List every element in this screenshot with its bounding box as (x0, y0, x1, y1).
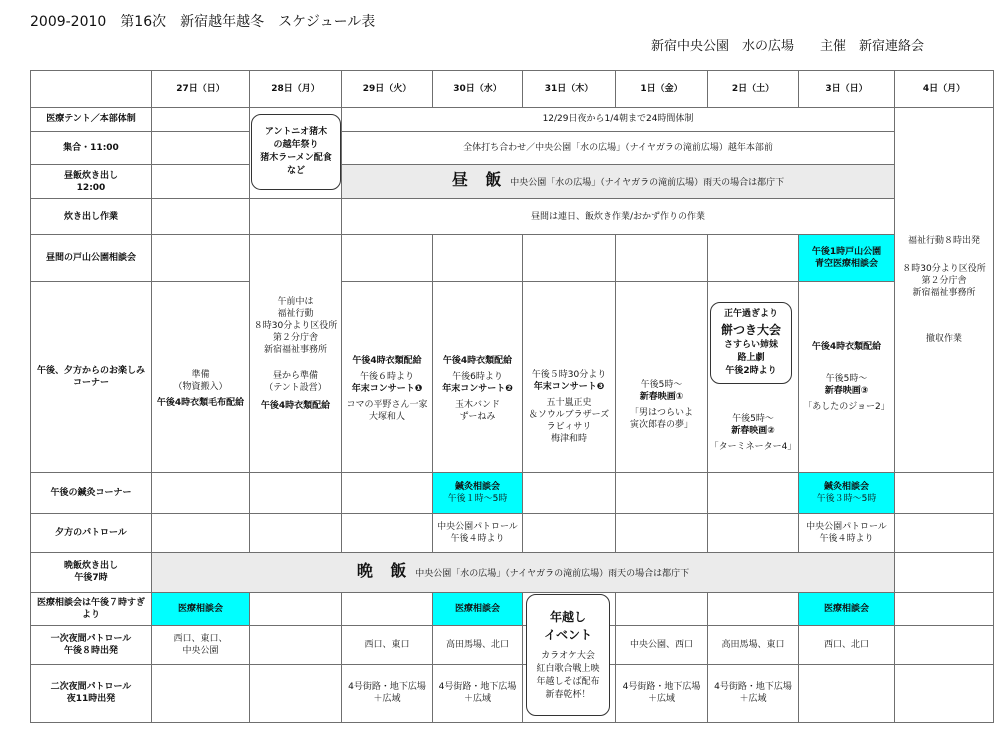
row-night-patrol-1 (31, 626, 994, 665)
row-night-patrol-2 (31, 664, 994, 722)
cell-np1-27: 西口、東口、 中央公園 (152, 626, 250, 665)
row-label: 集合・11:00 (31, 132, 152, 165)
header-28: 28日（月） (250, 71, 342, 108)
cell-lunch (342, 164, 895, 199)
cell-dinner (152, 552, 895, 592)
row-label: 晩飯炊き出し 午後7時 (31, 552, 152, 592)
header-3: 3日（日） (799, 71, 895, 108)
mochi-event-box: 正午過ぎより 餅つき大会 さすらい姉妹 路上劇 午後2時より (710, 302, 792, 384)
row-label: 昼間の戸山公園相談会 (31, 234, 152, 281)
header-31: 31日（木） (523, 71, 616, 108)
corner-cell (31, 71, 152, 108)
cell-np1-29: 西口、東口 (342, 626, 433, 665)
cell-fun-29: 午後4時衣類配給 午後６時より 年末コンサート❶ コマの平野さん一家 大塚和人 (342, 281, 433, 473)
row-label: 二次夜間パトロール 夜11時出発 (31, 664, 152, 722)
row-medical-consult (31, 592, 994, 626)
cell-np1-1: 中央公園、西口 (616, 626, 708, 665)
header-30: 30日（水） (433, 71, 523, 108)
lunch-location: 中央公園「水の広場」（ナイヤガラの滝前広場）雨天の場合は都庁下 (510, 178, 785, 189)
cell-np1-30: 高田馬場、北口 (433, 626, 523, 665)
row-evening-patrol (31, 514, 994, 553)
row-acupuncture (31, 473, 994, 514)
cell-acu-3: 鍼灸相談会 午後３時〜5時 (799, 473, 895, 514)
row-label: 一次夜間パトロール 午後８時出発 (31, 626, 152, 665)
row-cooking (31, 199, 994, 235)
header-2: 2日（土） (708, 71, 799, 108)
row-dinner (31, 552, 994, 592)
col-4-merged: 福祉行動８時出発 ８時30分より区役所 第２分庁舎 新宿福祉事務所 撤収作業 (895, 107, 994, 473)
cell-fun-30: 午後4時衣類配給 午後6時より 年末コンサート❷ 玉木バンド ずーねみ (433, 281, 523, 473)
cell-fun-3: 午後4時衣類配給 午後5時〜 新春映画③ 「あしたのジョー2」 (799, 281, 895, 473)
cell-cooking: 昼間は連日、飯炊き作業/おかず作りの作業 (342, 199, 895, 235)
row-label: 夕方のパトロール (31, 514, 152, 553)
dinner-location: 中央公園「水の広場」（ナイヤガラの滝前広場）雨天の場合は都庁下 (415, 568, 690, 579)
toshikoshi-event-box: 年越し イベント カラオケ大会 紅白歌合戦上映 年越しそば配布 新春乾杯！ (526, 594, 610, 716)
header-29: 29日（火） (342, 71, 433, 108)
row-label: 午後、夕方からのお楽しみ コーナー (31, 281, 152, 473)
header-row (31, 71, 994, 108)
cell-patrol-30: 中央公園パトロール 午後４時より (433, 514, 523, 553)
schedule-table (30, 70, 994, 723)
lunch-title: 昼 飯 (451, 170, 508, 190)
cell-np1-2: 高田馬場、東口 (708, 626, 799, 665)
cell-toyama-3: 午後1時戸山公園 青空医療相談会 (799, 234, 895, 281)
cell-assembly: 全体打ち合わせ／中央公園「水の広場」（ナイヤガラの滝前広場）越年本部前 (342, 132, 895, 165)
cell-fun-2: 午後5時〜 新春映画② 「ターミネーター4」 (708, 281, 799, 473)
row-toyama (31, 234, 994, 281)
cell-patrol-3: 中央公園パトロール 午後４時より (799, 514, 895, 553)
row-assembly (31, 132, 994, 165)
cell-medical-27: 医療相談会 (152, 592, 250, 626)
cell-acu-30: 鍼灸相談会 午後１時〜5時 (433, 473, 523, 514)
cell-fun-31: 午後５時30分より 年末コンサート❸ 五十嵐正史 ＆ソウルブラザーズ ラビィサリ 梅津和時 (523, 281, 616, 473)
cell-medical-30: 医療相談会 (433, 592, 523, 626)
schedule (30, 70, 993, 723)
inoki-event-box: アントニオ猪木 の越年祭り 猪木ラーメン配食 など (251, 114, 341, 190)
cell-fun-27: 準備 （物資搬入） 午後4時衣類毛布配給 (152, 281, 250, 473)
header-1: 1日（金） (616, 71, 708, 108)
row-lunch (31, 164, 994, 199)
cell-np2-1: 4号街路・地下広場 ＋広域 (616, 664, 708, 722)
row-label: 医療テント／本部体制 (31, 107, 152, 131)
row-label: 炊き出し作業 (31, 199, 152, 235)
cell-np2-30: 4号街路・地下広場 ＋広域 (433, 664, 523, 722)
cell-medical-3: 医療相談会 (799, 592, 895, 626)
row-label: 医療相談会は午後７時すぎ より (31, 592, 152, 626)
row-label: 午後の鍼灸コーナー (31, 473, 152, 514)
cell-np1-3: 西口、北口 (799, 626, 895, 665)
row-label: 昼飯炊き出し 12:00 (31, 164, 152, 199)
cell-np2-2: 4号街路・地下広場 ＋広域 (708, 664, 799, 722)
dinner-title: 晩 飯 (356, 560, 413, 580)
cell-medical-tent: 12/29日夜から1/4朝まで24時間体制 (342, 107, 895, 131)
cell-fun-1: 午後5時〜 新春映画① 「男はつらいよ 寅次郎春の夢」 (616, 281, 708, 473)
header-4: 4日（月） (895, 71, 994, 108)
page-title: 2009-2010 第16次 新宿越年越冬 スケジュール表 (30, 14, 376, 30)
row-fun-corner (31, 281, 994, 473)
row-medical-tent (31, 107, 994, 131)
cell-np2-29: 4号街路・地下広場 ＋広域 (342, 664, 433, 722)
page-subtitle: 新宿中央公園 水の広場 主催 新宿連絡会 (651, 39, 925, 54)
cell-28-welfare: 午前中は 福祉行動 ８時30分より区役所 第２分庁舎 新宿福祉事務所 昼から準備 （テント設営） 午後4時衣類配給 (250, 234, 342, 472)
header-27: 27日（日） (152, 71, 250, 108)
